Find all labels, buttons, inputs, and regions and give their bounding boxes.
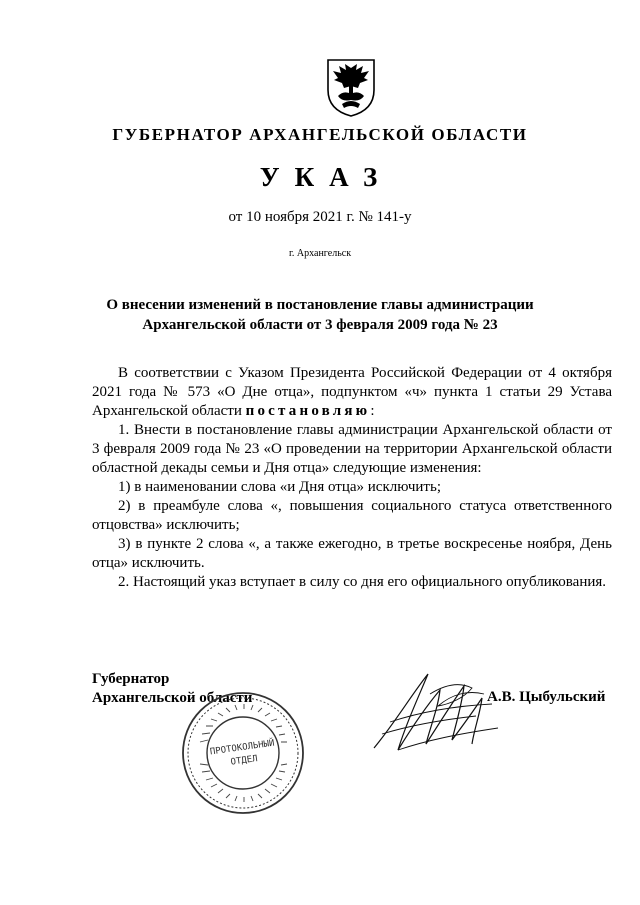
document-body — [92, 364, 612, 592]
subitem-2-paragraph: 2) в преамбуле слова «, повышения социального статуса ответственного отцовства» исключить; — [92, 498, 612, 533]
official-stamp — [180, 690, 306, 816]
document-title — [60, 295, 580, 335]
item-1-paragraph: 1. Внести в постановление главы администрации Архангельской области от 3 февраля 2009 года № 23 «О проведении на территории Архангельской области областной декады семьи и Дня отца» следующие изменения: — [92, 422, 612, 476]
signatory-name: А.В. Цыбульский — [487, 689, 606, 705]
handwritten-signature — [368, 664, 508, 760]
document-city: г. Архангельск — [288, 248, 352, 259]
subitem-1-paragraph: 1) в наименовании слова «и Дня отца» исключить; — [118, 479, 441, 495]
preamble-paragraph — [92, 364, 612, 421]
signatory-position-line1: Губернатор — [92, 671, 170, 687]
document-title-line2: Архангельской области от 3 февраля 2009 года № 23 — [142, 317, 498, 333]
issuing-authority: ГУБЕРНАТОР АРХАНГЕЛЬСКОЙ ОБЛАСТИ — [112, 125, 528, 144]
item-2-paragraph: 2. Настоящий указ вступает в силу со дня его официального опубликования. — [118, 574, 607, 590]
coat-of-arms-icon — [322, 56, 380, 118]
document-date-number: от 10 ноября 2021 г. № 141-у — [228, 209, 412, 225]
document-type: УКАЗ — [259, 162, 393, 192]
signatory-position-line2: Архангельской области — [92, 690, 253, 706]
document-title-line1: О внесении изменений в постановление главы администрации — [106, 297, 534, 313]
decree-word: постановляю — [245, 403, 371, 419]
preamble-text: В соответствии с Указом Президента Российской Федерации от 4 октября 2021 года № 573 «О Дне отца», подпунктом «ч» пункта 1 статьи 29 Устава Архангельской области — [92, 365, 612, 419]
decree-suffix: : — [370, 403, 375, 419]
svg-text:ОТДЕЛ: ОТДЕЛ — [230, 754, 259, 768]
svg-text:ПРОТОКОЛЬНЫЙ: ПРОТОКОЛЬНЫЙ — [209, 738, 276, 758]
subitem-3-paragraph: 3) в пункте 2 слова «, а также ежегодно, в третье воскресенье ноября, День отца» исключить. — [92, 536, 612, 571]
